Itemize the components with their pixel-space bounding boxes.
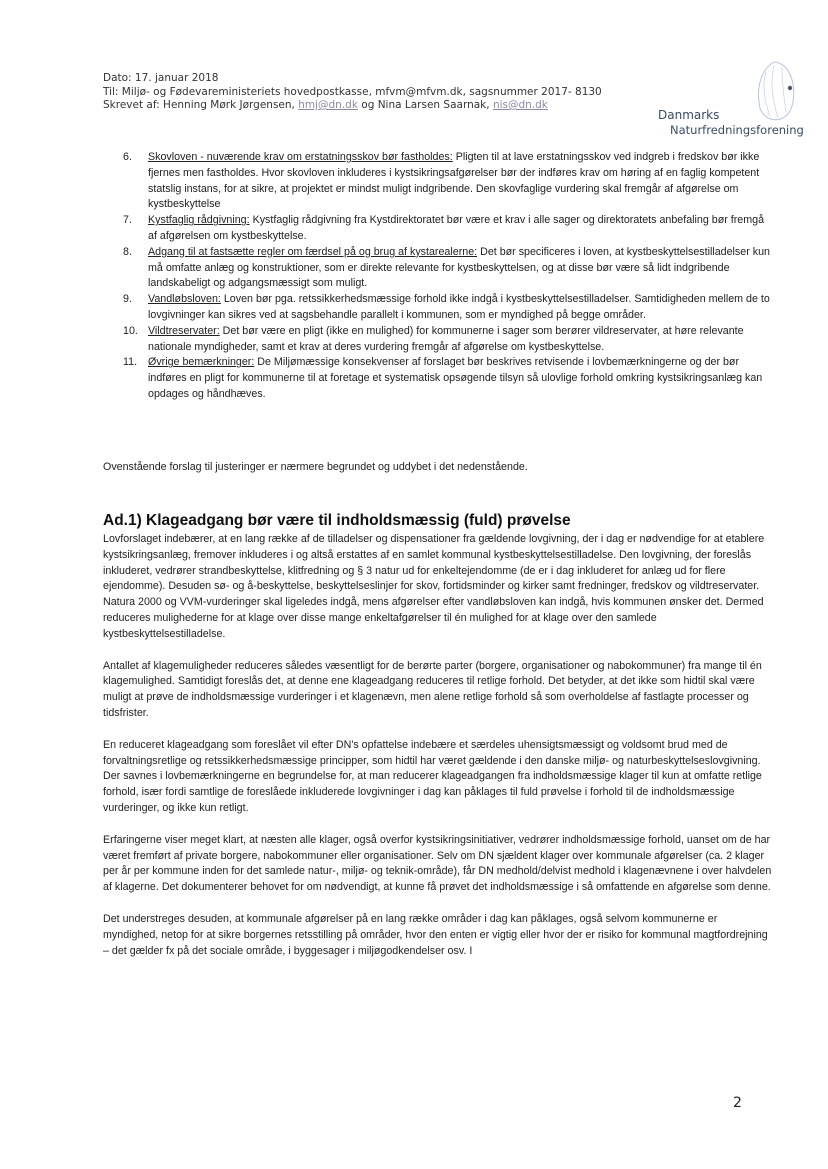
list-item-text: Det bør være en pligt (ikke en mulighed) for kommunerne i sager som berører vildreservater, at høre relevante nationale myndigheder, samt et krav at deres vurdering fremgår af afgørelse om kystbeskyttelse. bbox=[148, 324, 744, 353]
paragraph: En reduceret klageadgang som foreslået vil efter DN's opfattelse indebære et særdeles uhensigtsmæssigt og voldsomt brud med de forvaltningsretlige og retssikkerhedsmæssige principper, som hidtil har været gældende i den danske miljø- og naturbeskyttelseslovgivning. Der savnes i lovbemærkningerne en begrundelse for, at man reducerer klageadgangen fra indholdsmæssige klager til kun at omfatte retlige forhold, især fordi samtlige de foreslåede inkluderede lovgivninger i dag kan påklages til fuld prøvelse i forhold til de indholdsmæssige vurderinger, og ikke kun retligt. bbox=[103, 738, 762, 814]
list-item-heading: Adgang til at fastsætte regler om færdsel på og brug af kystarealerne: bbox=[148, 245, 478, 258]
list-item: 11. Øvrige bemærkninger: De Miljømæssige konsekvenser af forslaget bør beskrives retvisende i lovbemærkningerne og der bør indføres en pligt for kommunerne til at foretage et systematisk opsøgende tilsyn så ulovlige forhold omkring kystsikringsanlæg kan opdages og håndhæves. bbox=[123, 356, 763, 400]
logo-name-line1: Danmarks bbox=[658, 108, 720, 122]
summary-paragraph: Ovenstående forslag til justeringer er nærmere begrundet og uddybet i det nedenstående. bbox=[103, 461, 528, 473]
date-line: Dato: 17. januar 2018 bbox=[103, 72, 219, 84]
list-item-text: De Miljømæssige konsekvenser af forslaget bør beskrives retvisende i lovbemærkningerne og der bør indføres en pligt for kommunerne til at foretage et systematisk opsøgende tilsyn så ulovlige forhold omkring kystsikringsanlæg kan opdages og håndhæves. bbox=[148, 356, 763, 400]
list-item-text: Pligten til at lave erstatningsskov ved indgreb i fredskov bør ikke fjernes men fastholdes. Hvor skovloven inkluderes i kystsikringsafgørelser bør der indføres krav om høring af en faglig kompetent statslig instans, for at sikre, at projektet er mindst muligt indgribende. Den skovfaglige vurdering skal fremgår af afgørelse om kystbeskyttelse bbox=[148, 151, 760, 211]
list-item: 7. Kystfaglig rådgivning: Kystfaglig rådgivning fra Kystdirektoratet bør være et krav i alle sager og direktoratets anbefaling bør fremgå af afgørelsen om kystbeskyttelse. bbox=[123, 214, 765, 242]
page-number: 2 bbox=[733, 1095, 742, 1111]
email-link-hmj[interactable]: hmj@dn.dk bbox=[298, 99, 358, 111]
recommendation-list bbox=[103, 150, 775, 403]
author-line: Skrevet af: Henning Mørk Jørgensen, hmj@dn.dk og Nina Larsen Saarnak, nis@dn.dk bbox=[103, 99, 548, 111]
section-body bbox=[103, 532, 775, 975]
list-item: 8. Adgang til at fastsætte regler om færdsel på og brug af kystarealerne: Det bør specificeres i loven, at kystbeskyttelsestilladelser kun må omfatte anlæg og konstruktioner, som er direkte relevante for kystbeskyttelsen, og at disse bør være så lidt indgribende landskabeligt og adgangsmæssigt som muligt. bbox=[123, 245, 770, 290]
list-item: 9. Vandløbsloven: Loven bør pga. retssikkerhedsmæssige forhold ikke indgå i kystbeskyttelsestilladelser. Samtidigheden mellem de to lovgivninger kan sikres ved at sagsbehandle parallelt i kommunen, som er myndighed på begge områder. bbox=[123, 293, 770, 321]
list-item-heading: Øvrige bemærkninger: bbox=[148, 356, 255, 369]
paragraph: Erfaringerne viser meget klart, at næsten alle klager, også overfor kystsikringsinitiativer, vedrører indholdsmæssige forhold, uanset om de har været fremført af private borgere, nabokommuner eller organisationer. Selv om DN sjældent klager over kommunale afgørelser (ca. 2 klager per år per kommune inden for det samlede natur-, miljø- og teknik-område), får DN medhold/delvist medhold i klagenævnene i over halvdelen af klagerne. Det dokumenterer behovet for om nødvendigt, at kunne få prøvet det indholdsmæssige i så omfattende en afgørelse som denne. bbox=[103, 833, 772, 894]
letter-header bbox=[103, 72, 663, 113]
list-item-text: Loven bør pga. retssikkerhedsmæssige forhold ikke indgå i kystbeskyttelsestilladelser. Samtidigheden mellem de to lovgivninger kan sikres ved at sagsbehandle parallelt i kommunen, som er myndighed på begge områder. bbox=[148, 293, 770, 321]
list-item-heading: Vildtreservater: bbox=[148, 324, 220, 337]
list-item-heading: Kystfaglig rådgivning: bbox=[148, 214, 250, 227]
dn-logo bbox=[640, 60, 810, 140]
feather-logo-icon bbox=[752, 60, 798, 126]
list-item-heading: Skovloven - nuværende krav om erstatningsskov bør fastholdes: bbox=[148, 151, 453, 163]
list-item: 10. Vildtreservater: Det bør være en pligt (ikke en mulighed) for kommunerne i sager som berører vildreservater, at høre relevante nationale myndigheder, samt et krav at deres vurdering fremgår af afgørelse om kystbeskyttelse. bbox=[123, 324, 744, 353]
recipient-line: Til: Miljø- og Fødevareministeriets hovedpostkasse, mfvm@mfvm.dk, sagsnummer 2017- 8130 bbox=[103, 85, 602, 98]
list-item-text: Det bør specificeres i loven, at kystbeskyttelsestilladelser kun må omfatte anlæg og konstruktioner, som er direkte relevante for kystbeskyttelsen, og at disse bør være så lidt indgribende landskabeligt og adgangsmæssigt som muligt. bbox=[148, 245, 770, 290]
list-item-text: Kystfaglig rådgivning fra Kystdirektoratet bør være et krav i alle sager og direktoratets anbefaling bør fremgå af afgørelsen om kystbeskyttelse. bbox=[148, 214, 765, 242]
paragraph: Det understreges desuden, at kommunale afgørelser på en lang række områder i dag kan påklages, også selvom kommunerne er myndighed, netop for at sikre borgernes retsstilling på områder, hvor den enten er vigtig eller hvor der er risiko for kommunal magtfordrejning – det gælder fx på det sociale område, i byggesager i miljøgodkendelser osv. I bbox=[103, 912, 768, 957]
list-item-heading: Vandløbsloven: bbox=[148, 293, 221, 306]
list-item: 6. Skovloven - nuværende krav om erstatningsskov bør fastholdes: Pligten til at lave erstatningsskov ved indgreb i fredskov bør ikke fjernes men fastholdes. Hvor skovloven inkluderes i kystsikringsafgørelser bør der indføres krav om høring af en faglig kompetent statslig instans, for at sikre, at projektet er mindst muligt indgribende. Den skovfaglige vurdering skal fremgår af afgørelse om kystbeskyttelse bbox=[123, 151, 760, 211]
logo-name-line2: Naturfredningsforening bbox=[670, 123, 804, 137]
email-link-nis[interactable]: nis@dn.dk bbox=[492, 99, 548, 111]
paragraph: Antallet af klagemuligheder reduceres således væsentligt for de berørte parter (borgere, organisationer og nabokommuner) fra mange til én klagemulighed. Samtidigt foreslås det, at denne ene klageadgang reduceres til retlige forhold. Det betyder, at det ikke som hidtil skal være muligt at prøve de indholdsmæssige vurderinger i et klagenævn, men alene retlige forhold så som overholdelse af fastlagte processer og tidsfrister. bbox=[103, 659, 762, 719]
summary-block bbox=[103, 460, 775, 492]
section-heading: Ad.1) Klageadgang bør være til indholdsmæssig (fuld) prøvelse bbox=[103, 512, 571, 529]
paragraph: Lovforslaget indebærer, at en lang række af de tilladelser og dispensationer fra gældende lovgivning, der i dag er nødvendige for at etablere kystsikringsanlæg, fremover inkluderes i og altså erstattes af en samlet kommunal kystbeskyttelsestilladelse. Den lovgivning, der foreslås inkluderet, vedrører strandbeskyttelse, klitfredning og § 3 natur ud for enkeltejendomme (de er i dag inkluderet for anlæg ud for flere ejendomme). Desuden sø- og å-beskyttelse, beskyttelseslinjer for skov, fortidsminder og kirker samt fredninger, fredskov og vildtreservater. Natura 2000 og VVM-vurderinger skal ligeledes indgå, mens afgørelser efter vandløbsloven kan indgå, hvis kommunen ønsker det. Dermed reduceres mulighederne for at klage over disse mange enkeltafgørelser til én mulighed for at klage over den samlede kystbeskyttelsestilladelse. bbox=[103, 533, 765, 640]
